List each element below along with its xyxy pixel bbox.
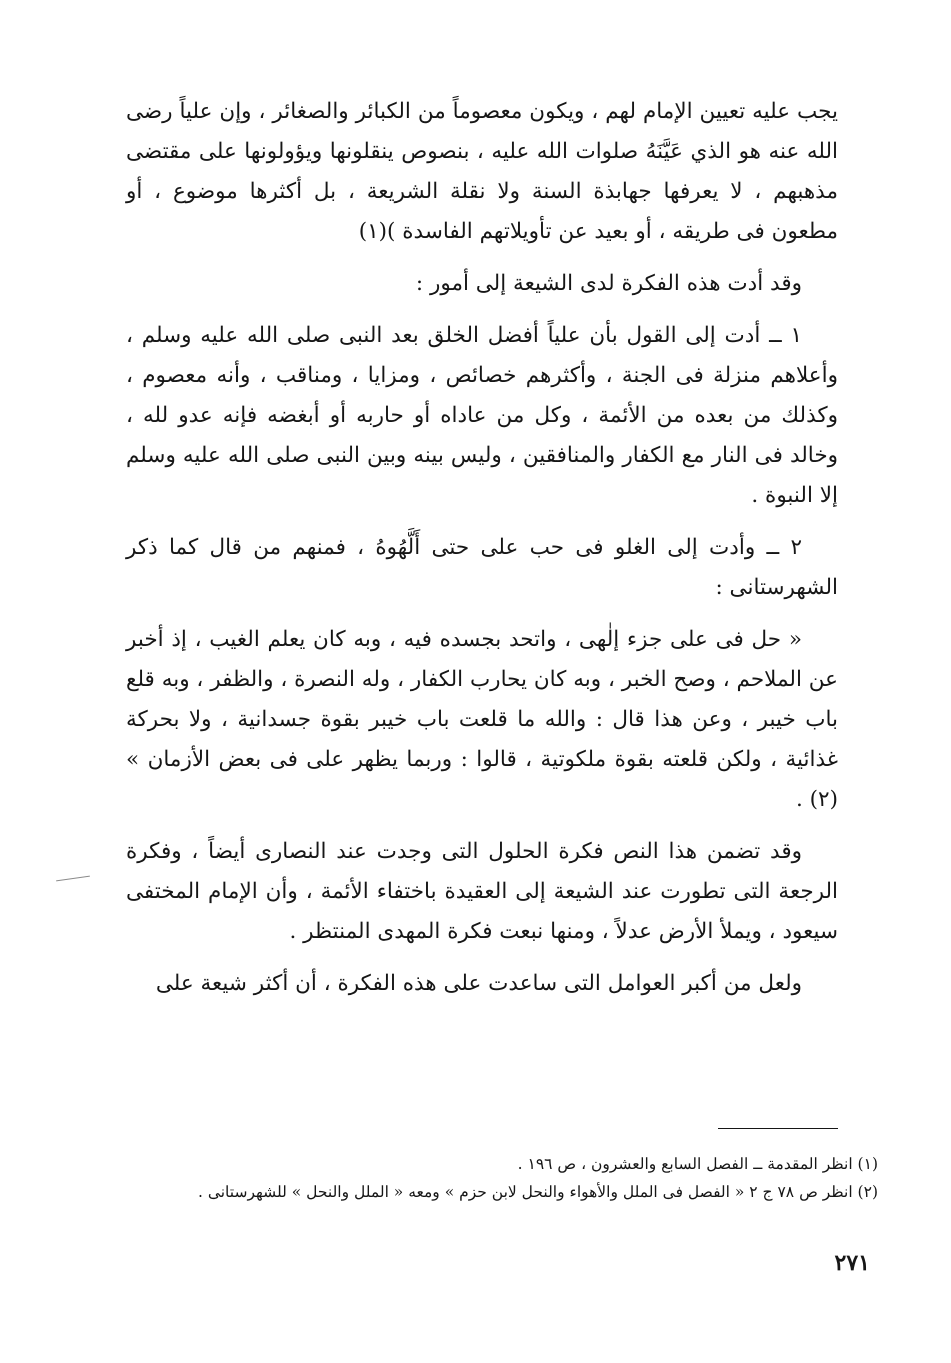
footnote-divider [718, 1128, 838, 1129]
paragraph-quotation: « حل فى على جزء إلٰهى ، واتحد بجسده فيه ، وبه كان يعلم الغيب ، إذ أخبر عن الملاحم ، وصح الخبر ، وبه كان يحارب الكفار ، وله النصرة ، والظفر ، وبه قلع باب خيبر ، وعن هذا قال : والله ما قلعت باب خيبر بقوة جسدانية ، ولا بحركة غذائية ، ولكن قلعته بقوة ملكوتية ، قالوا : وربما يظهر على فى بعض الأزمان » (٢) . [126, 627, 838, 812]
paragraph-commentary: وقد تضمن هذا النص فكرة الحلول التى وجدت عند النصارى أيضاً ، وفكرة الرجعة التى تطورت عند الشيعة إلى العقيدة باختفاء الأئمة ، وأن الإمام المختفى سيعود ، ويملأ الأرض عدلاً ، ومنها نبعت فكرة المهدى المنتظر . [126, 839, 838, 944]
footnote-one: (١) انظر المقدمة ــ الفصل السابع والعشرون ، ص ١٩٦ . [517, 1155, 878, 1173]
paragraph-continuation: يجب عليه تعيين الإمام لهم ، ويكون معصوماً من الكبائر والصغائر ، وإن علياً رضى الله عنه هو الذي عَيَّنَهُ صلوات الله عليه ، بنصوص ينقلونها ويؤولونها على مقتضى مذهبهم ، لا يعرفها جهابذة السنة ولا نقلة الشريعة ، بل أكثرها موضوع ، أو مطعون فى طريقه ، أو بعيد عن تأويلاتهم الفاسدة )(١) [126, 99, 838, 244]
paragraph-point-two: ٢ ــ وأدت إلى الغلو فى حب على حتى أَلَّهُوهُ ، فمنهم من قال كما ذكر الشهرستانى : [126, 535, 838, 600]
paragraph-intro: وقد أدت هذه الفكرة لدى الشيعة إلى أمور : [415, 271, 802, 296]
body-text [126, 92, 838, 1016]
paragraph-closing: ولعل من أكبر العوامل التى ساعدت على هذه الفكرة ، أن أكثر شيعة على [155, 971, 802, 996]
footnote-two: (٢) انظر ص ٧٨ ج ٢ « الفصل فى الملل والأهواء والنحل لابن حزم » ومعه « الملل والنحل » للشهرستانى . [197, 1183, 878, 1201]
footnotes [126, 1150, 878, 1206]
paragraph-point-one: ١ ــ أدت إلى القول بأن علياً أفضل الخلق بعد النبى صلى الله عليه وسلم ، وأعلاهم منزلة فى الجنة ، وأكثرهم خصائص ، ومزايا ، ومناقب ، وأنه معصوم ، وكذلك من بعده من الأئمة ، وكل من عاداه أو حاربه أو أبغضه فإنه عدو لله ، وخالد فى النار مع الكفار والمنافقين ، وليس بينه وبين النبى صلى الله عليه وسلم إلا النبوة . [126, 323, 838, 508]
page-number: ٢٧١ [834, 1250, 870, 1276]
scan-artifact-line [56, 876, 90, 882]
